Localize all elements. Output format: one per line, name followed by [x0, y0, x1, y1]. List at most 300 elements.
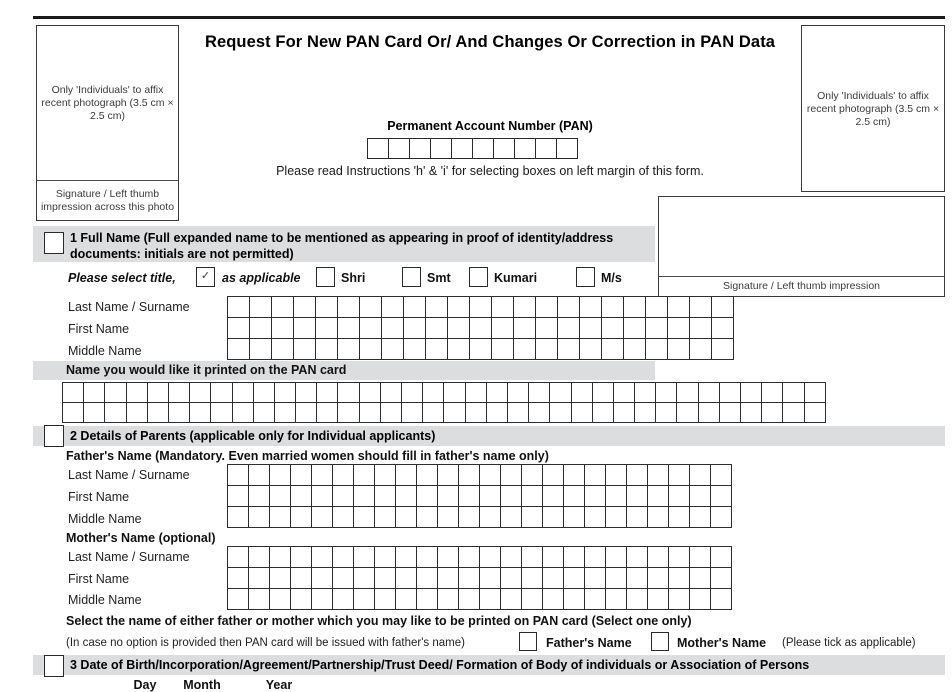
comb-cell[interactable] — [395, 588, 417, 610]
comb-cell[interactable] — [447, 338, 470, 360]
comb-cell[interactable] — [403, 296, 426, 318]
comb-cell[interactable] — [227, 296, 250, 318]
comb-cell[interactable] — [667, 317, 690, 339]
pan-char-cell[interactable] — [409, 138, 431, 159]
comb-cell[interactable] — [337, 402, 359, 423]
pan-char-cell[interactable] — [388, 138, 410, 159]
title-checkbox-ms[interactable] — [576, 267, 595, 287]
comb-cell[interactable] — [311, 464, 333, 486]
comb-cell[interactable] — [668, 567, 690, 589]
comb-cell[interactable] — [359, 382, 381, 403]
comb-cell[interactable] — [227, 588, 249, 610]
comb-cell[interactable] — [311, 546, 333, 568]
pan-char-cell[interactable] — [367, 138, 389, 159]
comb-cell[interactable] — [437, 464, 459, 486]
comb-cell[interactable] — [668, 546, 690, 568]
comb-cell[interactable] — [676, 382, 698, 403]
photo-affix-box-right[interactable] — [801, 25, 945, 192]
comb-cell[interactable] — [168, 382, 190, 403]
comb-cell[interactable] — [416, 485, 438, 507]
comb-cell[interactable] — [711, 338, 734, 360]
comb-cell[interactable] — [253, 402, 275, 423]
pan-char-cell[interactable] — [556, 138, 578, 159]
comb-cell[interactable] — [563, 567, 585, 589]
comb-cell[interactable] — [626, 506, 648, 528]
comb-cell[interactable] — [232, 402, 254, 423]
comb-cell[interactable] — [311, 567, 333, 589]
comb-cell[interactable] — [332, 506, 354, 528]
comb-cell[interactable] — [447, 317, 470, 339]
comb-cell[interactable] — [605, 588, 627, 610]
comb-cell[interactable] — [626, 464, 648, 486]
comb-cell[interactable] — [416, 546, 438, 568]
comb-cell[interactable] — [227, 567, 249, 589]
comb-cell[interactable] — [605, 567, 627, 589]
comb-cell[interactable] — [710, 464, 732, 486]
comb-cell[interactable] — [521, 546, 543, 568]
comb-cell[interactable] — [655, 402, 677, 423]
comb-cell[interactable] — [374, 506, 396, 528]
comb-cell[interactable] — [689, 317, 712, 339]
comb-cell[interactable] — [290, 506, 312, 528]
comb-cell[interactable] — [584, 546, 606, 568]
comb-cell[interactable] — [253, 382, 275, 403]
comb-cell[interactable] — [425, 317, 448, 339]
comb-cell[interactable] — [549, 382, 571, 403]
comb-cell[interactable] — [601, 296, 624, 318]
comb-cell[interactable] — [613, 402, 635, 423]
comb-cell[interactable] — [689, 464, 711, 486]
comb-row[interactable] — [227, 588, 732, 610]
comb-cell[interactable] — [83, 402, 105, 423]
pan-char-cell[interactable] — [493, 138, 515, 159]
comb-cell[interactable] — [425, 296, 448, 318]
comb-cell[interactable] — [232, 382, 254, 403]
comb-cell[interactable] — [395, 506, 417, 528]
comb-cell[interactable] — [422, 402, 444, 423]
comb-cell[interactable] — [584, 588, 606, 610]
comb-cell[interactable] — [584, 567, 606, 589]
comb-cell[interactable] — [563, 485, 585, 507]
comb-cell[interactable] — [332, 588, 354, 610]
comb-cell[interactable] — [381, 317, 404, 339]
comb-cell[interactable] — [647, 546, 669, 568]
comb-cell[interactable] — [469, 296, 492, 318]
comb-cell[interactable] — [311, 485, 333, 507]
comb-cell[interactable] — [507, 382, 529, 403]
title-checkbox-shri[interactable] — [316, 267, 335, 287]
comb-cell[interactable] — [274, 382, 296, 403]
comb-cell[interactable] — [374, 546, 396, 568]
comb-cell[interactable] — [227, 338, 250, 360]
comb-cell[interactable] — [668, 506, 690, 528]
comb-cell[interactable] — [740, 382, 762, 403]
comb-cell[interactable] — [269, 567, 291, 589]
comb-cell[interactable] — [126, 382, 148, 403]
comb-cell[interactable] — [689, 506, 711, 528]
comb-cell[interactable] — [403, 317, 426, 339]
comb-cell[interactable] — [571, 382, 593, 403]
comb-cell[interactable] — [126, 402, 148, 423]
comb-cell[interactable] — [479, 546, 501, 568]
comb-cell[interactable] — [668, 464, 690, 486]
comb-cell[interactable] — [521, 464, 543, 486]
comb-cell[interactable] — [437, 485, 459, 507]
comb-cell[interactable] — [623, 317, 646, 339]
comb-cell[interactable] — [668, 485, 690, 507]
section-2-checkbox[interactable] — [44, 425, 64, 447]
comb-cell[interactable] — [513, 317, 536, 339]
comb-cell[interactable] — [513, 296, 536, 318]
comb-cell[interactable] — [761, 382, 783, 403]
comb-cell[interactable] — [189, 402, 211, 423]
comb-cell[interactable] — [689, 338, 712, 360]
comb-cell[interactable] — [645, 296, 668, 318]
comb-cell[interactable] — [374, 567, 396, 589]
comb-cell[interactable] — [605, 485, 627, 507]
comb-cell[interactable] — [293, 338, 316, 360]
comb-cell[interactable] — [315, 338, 338, 360]
comb-cell[interactable] — [491, 338, 514, 360]
comb-cell[interactable] — [535, 296, 558, 318]
comb-cell[interactable] — [401, 382, 423, 403]
comb-cell[interactable] — [668, 588, 690, 610]
comb-cell[interactable] — [227, 506, 249, 528]
comb-cell[interactable] — [437, 506, 459, 528]
comb-cell[interactable] — [210, 402, 232, 423]
comb-cell[interactable] — [293, 296, 316, 318]
comb-cell[interactable] — [337, 382, 359, 403]
comb-cell[interactable] — [542, 506, 564, 528]
comb-cell[interactable] — [647, 588, 669, 610]
comb-cell[interactable] — [295, 402, 317, 423]
comb-cell[interactable] — [710, 546, 732, 568]
comb-cell[interactable] — [563, 546, 585, 568]
comb-cell[interactable] — [359, 338, 382, 360]
comb-cell[interactable] — [62, 382, 84, 403]
comb-cell[interactable] — [563, 506, 585, 528]
comb-cell[interactable] — [500, 485, 522, 507]
applicant-name-grid[interactable] — [227, 296, 734, 360]
comb-cell[interactable] — [592, 402, 614, 423]
comb-cell[interactable] — [626, 567, 648, 589]
mother-name-grid[interactable] — [227, 546, 732, 610]
comb-cell[interactable] — [269, 485, 291, 507]
comb-cell[interactable] — [486, 402, 508, 423]
comb-cell[interactable] — [353, 588, 375, 610]
comb-cell[interactable] — [290, 485, 312, 507]
pan-char-cell[interactable] — [430, 138, 452, 159]
comb-cell[interactable] — [380, 382, 402, 403]
pan-char-cell[interactable] — [451, 138, 473, 159]
comb-cell[interactable] — [458, 546, 480, 568]
comb-cell[interactable] — [425, 338, 448, 360]
comb-cell[interactable] — [521, 588, 543, 610]
comb-cell[interactable] — [557, 338, 580, 360]
comb-cell[interactable] — [711, 317, 734, 339]
printed-name-grid[interactable] — [62, 382, 826, 423]
comb-cell[interactable] — [271, 338, 294, 360]
comb-cell[interactable] — [395, 567, 417, 589]
section-3-checkbox[interactable] — [44, 655, 64, 677]
comb-cell[interactable] — [401, 402, 423, 423]
comb-row[interactable] — [227, 464, 732, 486]
comb-cell[interactable] — [469, 338, 492, 360]
comb-cell[interactable] — [782, 402, 804, 423]
comb-cell[interactable] — [469, 317, 492, 339]
comb-cell[interactable] — [535, 338, 558, 360]
comb-cell[interactable] — [248, 567, 270, 589]
comb-cell[interactable] — [647, 485, 669, 507]
comb-cell[interactable] — [528, 402, 550, 423]
comb-cell[interactable] — [359, 296, 382, 318]
comb-cell[interactable] — [443, 402, 465, 423]
comb-cell[interactable] — [719, 382, 741, 403]
comb-cell[interactable] — [353, 567, 375, 589]
comb-row[interactable] — [227, 485, 732, 507]
comb-cell[interactable] — [210, 382, 232, 403]
comb-cell[interactable] — [542, 464, 564, 486]
comb-cell[interactable] — [500, 464, 522, 486]
comb-cell[interactable] — [227, 464, 249, 486]
comb-cell[interactable] — [437, 546, 459, 568]
pan-char-cell[interactable] — [472, 138, 494, 159]
comb-cell[interactable] — [374, 485, 396, 507]
comb-cell[interactable] — [290, 546, 312, 568]
comb-cell[interactable] — [698, 402, 720, 423]
comb-cell[interactable] — [804, 402, 826, 423]
comb-cell[interactable] — [655, 382, 677, 403]
comb-cell[interactable] — [458, 588, 480, 610]
comb-cell[interactable] — [315, 317, 338, 339]
comb-cell[interactable] — [676, 402, 698, 423]
comb-cell[interactable] — [316, 402, 338, 423]
comb-cell[interactable] — [353, 464, 375, 486]
comb-cell[interactable] — [647, 567, 669, 589]
comb-cell[interactable] — [719, 402, 741, 423]
comb-cell[interactable] — [316, 382, 338, 403]
comb-cell[interactable] — [710, 485, 732, 507]
comb-cell[interactable] — [447, 296, 470, 318]
comb-cell[interactable] — [62, 402, 84, 423]
comb-cell[interactable] — [83, 382, 105, 403]
comb-cell[interactable] — [761, 402, 783, 423]
comb-cell[interactable] — [710, 506, 732, 528]
comb-cell[interactable] — [337, 338, 360, 360]
comb-cell[interactable] — [479, 588, 501, 610]
comb-cell[interactable] — [645, 317, 668, 339]
comb-cell[interactable] — [571, 402, 593, 423]
comb-cell[interactable] — [337, 317, 360, 339]
comb-cell[interactable] — [248, 485, 270, 507]
comb-cell[interactable] — [667, 338, 690, 360]
comb-cell[interactable] — [269, 506, 291, 528]
comb-cell[interactable] — [557, 296, 580, 318]
comb-row[interactable] — [227, 338, 734, 360]
comb-cell[interactable] — [579, 338, 602, 360]
comb-cell[interactable] — [549, 402, 571, 423]
comb-cell[interactable] — [521, 485, 543, 507]
comb-cell[interactable] — [542, 567, 564, 589]
comb-cell[interactable] — [710, 588, 732, 610]
comb-row[interactable] — [227, 567, 732, 589]
comb-cell[interactable] — [227, 317, 250, 339]
comb-cell[interactable] — [189, 382, 211, 403]
comb-cell[interactable] — [380, 402, 402, 423]
comb-cell[interactable] — [269, 546, 291, 568]
comb-cell[interactable] — [271, 296, 294, 318]
comb-cell[interactable] — [359, 402, 381, 423]
comb-cell[interactable] — [557, 317, 580, 339]
comb-cell[interactable] — [381, 338, 404, 360]
comb-cell[interactable] — [269, 464, 291, 486]
comb-cell[interactable] — [542, 546, 564, 568]
comb-cell[interactable] — [416, 567, 438, 589]
comb-row[interactable] — [62, 402, 826, 423]
comb-cell[interactable] — [689, 588, 711, 610]
comb-cell[interactable] — [634, 382, 656, 403]
comb-cell[interactable] — [647, 464, 669, 486]
comb-row[interactable] — [227, 296, 734, 318]
comb-cell[interactable] — [104, 382, 126, 403]
comb-cell[interactable] — [613, 382, 635, 403]
comb-cell[interactable] — [374, 464, 396, 486]
comb-cell[interactable] — [437, 588, 459, 610]
comb-cell[interactable] — [227, 546, 249, 568]
comb-cell[interactable] — [293, 317, 316, 339]
comb-cell[interactable] — [403, 338, 426, 360]
comb-cell[interactable] — [634, 402, 656, 423]
comb-cell[interactable] — [416, 464, 438, 486]
title-applicable-checkbox[interactable] — [196, 267, 215, 287]
comb-cell[interactable] — [689, 567, 711, 589]
comb-cell[interactable] — [458, 506, 480, 528]
comb-cell[interactable] — [667, 296, 690, 318]
photo-affix-box-left[interactable] — [36, 25, 179, 221]
comb-cell[interactable] — [645, 338, 668, 360]
comb-cell[interactable] — [332, 485, 354, 507]
comb-cell[interactable] — [626, 485, 648, 507]
comb-cell[interactable] — [584, 485, 606, 507]
comb-cell[interactable] — [647, 506, 669, 528]
comb-cell[interactable] — [605, 546, 627, 568]
comb-cell[interactable] — [479, 485, 501, 507]
comb-row[interactable] — [227, 506, 732, 528]
comb-cell[interactable] — [353, 485, 375, 507]
title-checkbox-smt[interactable] — [402, 267, 421, 287]
comb-cell[interactable] — [248, 546, 270, 568]
comb-cell[interactable] — [542, 588, 564, 610]
comb-cell[interactable] — [104, 402, 126, 423]
comb-cell[interactable] — [513, 338, 536, 360]
comb-cell[interactable] — [416, 506, 438, 528]
comb-cell[interactable] — [491, 296, 514, 318]
comb-cell[interactable] — [395, 464, 417, 486]
comb-cell[interactable] — [689, 546, 711, 568]
comb-cell[interactable] — [592, 382, 614, 403]
comb-cell[interactable] — [479, 506, 501, 528]
comb-cell[interactable] — [804, 382, 826, 403]
comb-cell[interactable] — [248, 506, 270, 528]
comb-cell[interactable] — [579, 296, 602, 318]
comb-cell[interactable] — [271, 317, 294, 339]
section-1-checkbox[interactable] — [44, 232, 64, 254]
comb-cell[interactable] — [249, 317, 272, 339]
comb-cell[interactable] — [626, 546, 648, 568]
comb-cell[interactable] — [689, 296, 712, 318]
comb-cell[interactable] — [698, 382, 720, 403]
comb-cell[interactable] — [227, 485, 249, 507]
comb-cell[interactable] — [359, 317, 382, 339]
comb-cell[interactable] — [437, 567, 459, 589]
comb-cell[interactable] — [605, 506, 627, 528]
comb-cell[interactable] — [249, 296, 272, 318]
comb-cell[interactable] — [689, 485, 711, 507]
comb-cell[interactable] — [422, 382, 444, 403]
signature-right-area[interactable] — [659, 197, 944, 277]
comb-cell[interactable] — [626, 588, 648, 610]
comb-cell[interactable] — [542, 485, 564, 507]
comb-cell[interactable] — [147, 402, 169, 423]
comb-cell[interactable] — [465, 382, 487, 403]
comb-cell[interactable] — [290, 464, 312, 486]
comb-row[interactable] — [227, 546, 732, 568]
comb-cell[interactable] — [623, 296, 646, 318]
comb-cell[interactable] — [584, 464, 606, 486]
comb-cell[interactable] — [332, 567, 354, 589]
pan-number-input[interactable] — [367, 138, 578, 159]
comb-cell[interactable] — [458, 485, 480, 507]
comb-cell[interactable] — [332, 546, 354, 568]
comb-cell[interactable] — [311, 588, 333, 610]
comb-cell[interactable] — [395, 485, 417, 507]
comb-cell[interactable] — [500, 588, 522, 610]
comb-cell[interactable] — [605, 464, 627, 486]
comb-cell[interactable] — [290, 588, 312, 610]
comb-cell[interactable] — [491, 317, 514, 339]
comb-cell[interactable] — [782, 382, 804, 403]
comb-cell[interactable] — [443, 382, 465, 403]
parent-print-checkbox-father[interactable] — [519, 632, 537, 651]
comb-cell[interactable] — [416, 588, 438, 610]
father-name-grid[interactable] — [227, 464, 732, 528]
comb-cell[interactable] — [601, 338, 624, 360]
comb-cell[interactable] — [535, 317, 558, 339]
signature-box-right[interactable] — [658, 196, 945, 297]
comb-cell[interactable] — [311, 506, 333, 528]
comb-cell[interactable] — [274, 402, 296, 423]
comb-cell[interactable] — [269, 588, 291, 610]
pan-char-cell[interactable] — [514, 138, 536, 159]
comb-cell[interactable] — [353, 506, 375, 528]
comb-cell[interactable] — [295, 382, 317, 403]
comb-cell[interactable] — [579, 317, 602, 339]
comb-cell[interactable] — [500, 546, 522, 568]
comb-cell[interactable] — [395, 546, 417, 568]
comb-cell[interactable] — [500, 506, 522, 528]
comb-cell[interactable] — [521, 506, 543, 528]
comb-cell[interactable] — [374, 588, 396, 610]
comb-cell[interactable] — [458, 567, 480, 589]
comb-cell[interactable] — [479, 464, 501, 486]
comb-row[interactable] — [227, 317, 734, 339]
comb-cell[interactable] — [249, 338, 272, 360]
comb-cell[interactable] — [147, 382, 169, 403]
comb-cell[interactable] — [486, 382, 508, 403]
comb-cell[interactable] — [521, 567, 543, 589]
comb-row[interactable] — [62, 382, 826, 403]
comb-cell[interactable] — [740, 402, 762, 423]
